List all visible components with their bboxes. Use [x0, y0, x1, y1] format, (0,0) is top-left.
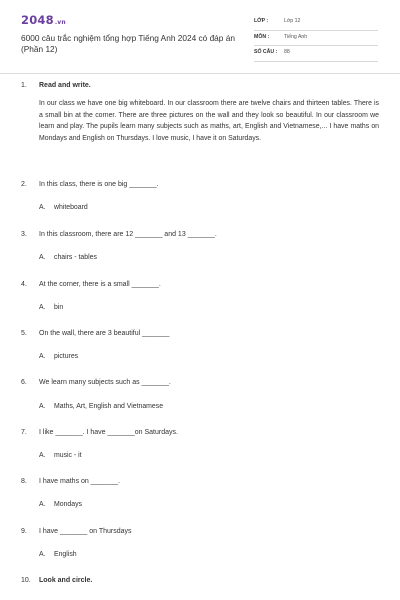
answer-letter: A. — [39, 403, 46, 410]
question-text: I like _______. I have _______on Saturdays. — [39, 429, 178, 436]
question-number: 6. — [21, 379, 27, 386]
answer-letter: A. — [39, 304, 46, 311]
answer-9 — [39, 551, 77, 558]
question-text: I have maths on _______. — [39, 478, 120, 485]
question-text: In this classroom, there are 12 _______ and 13 _______. — [39, 231, 217, 238]
meta-row-count — [254, 46, 378, 62]
answer-text: whiteboard — [54, 204, 88, 211]
answer-letter: A. — [39, 254, 46, 261]
meta-value: 88 — [284, 49, 290, 55]
question-text: At the corner, there is a small _______. — [39, 281, 161, 288]
question-number: 2. — [21, 181, 27, 188]
answer-2 — [39, 204, 88, 211]
document-title: 6000 câu trắc nghiệm tổng hợp Tiếng Anh 2024 có đáp án (Phần 12) — [21, 33, 235, 54]
logo-text: 2048 — [21, 13, 54, 27]
answer-8 — [39, 501, 82, 508]
answer-letter: A. — [39, 452, 46, 459]
answer-3 — [39, 254, 97, 261]
document-header — [0, 0, 400, 74]
question-text: Look and circle. — [39, 577, 93, 584]
question-number: 3. — [21, 231, 27, 238]
logo-suffix: .vn — [54, 19, 66, 26]
answer-text: chairs - tables — [54, 254, 97, 261]
question-number: 5. — [21, 330, 27, 337]
site-logo[interactable] — [21, 13, 66, 27]
meta-value: Lớp 12 — [284, 18, 301, 24]
answer-letter: A. — [39, 204, 46, 211]
answer-letter: A. — [39, 551, 46, 558]
question-text: We learn many subjects such as _______. — [39, 379, 171, 386]
question-number: 7. — [21, 429, 27, 436]
answer-text: pictures — [54, 353, 79, 360]
header-divider — [0, 73, 400, 74]
question-text: Read and write. — [39, 82, 91, 89]
meta-key: LỚP : — [254, 18, 269, 24]
answer-7 — [39, 452, 82, 459]
answer-text: English — [54, 551, 77, 558]
answer-6 — [39, 403, 163, 410]
meta-key: MÔN : — [254, 33, 270, 40]
meta-value: Tiếng Anh — [284, 33, 308, 40]
question-text: On the wall, there are 3 beautiful _______ — [39, 330, 170, 337]
answer-5 — [39, 353, 78, 360]
meta-info — [254, 15, 378, 62]
question-number: 8. — [21, 478, 27, 485]
question-text: In this class, there is one big _______. — [39, 181, 159, 188]
question-text: I have _______ on Thursdays — [39, 528, 132, 535]
question-number: 1. — [21, 82, 27, 89]
meta-key: SỐ CÂU : — [254, 49, 278, 55]
answer-text: music - it — [54, 452, 82, 459]
answer-text: Mondays — [54, 501, 82, 508]
question-number: 4. — [21, 281, 27, 288]
meta-row-class — [254, 15, 378, 31]
answer-letter: A. — [39, 501, 46, 508]
answer-4 — [39, 304, 63, 311]
meta-row-subject — [254, 31, 378, 47]
question-number: 9. — [21, 528, 27, 535]
answer-text: Maths, Art, English and Vietnamese — [54, 403, 164, 410]
answer-letter: A. — [39, 353, 46, 360]
reading-passage: In our class we have one big whiteboard. In our classroom there are twelve chairs and thirteen tables. There is a small bin at the corner. There are three pictures on the wall and they look so beautiful. In our classroom we learn and play. The pupils learn many subjects such as maths, art, English and Vietnamese,... I have maths on Mondays and English on Thursdays. I love music, I have it on Saturdays. — [39, 100, 379, 142]
answer-text: bin — [54, 304, 64, 311]
question-number: 10. — [21, 577, 31, 584]
